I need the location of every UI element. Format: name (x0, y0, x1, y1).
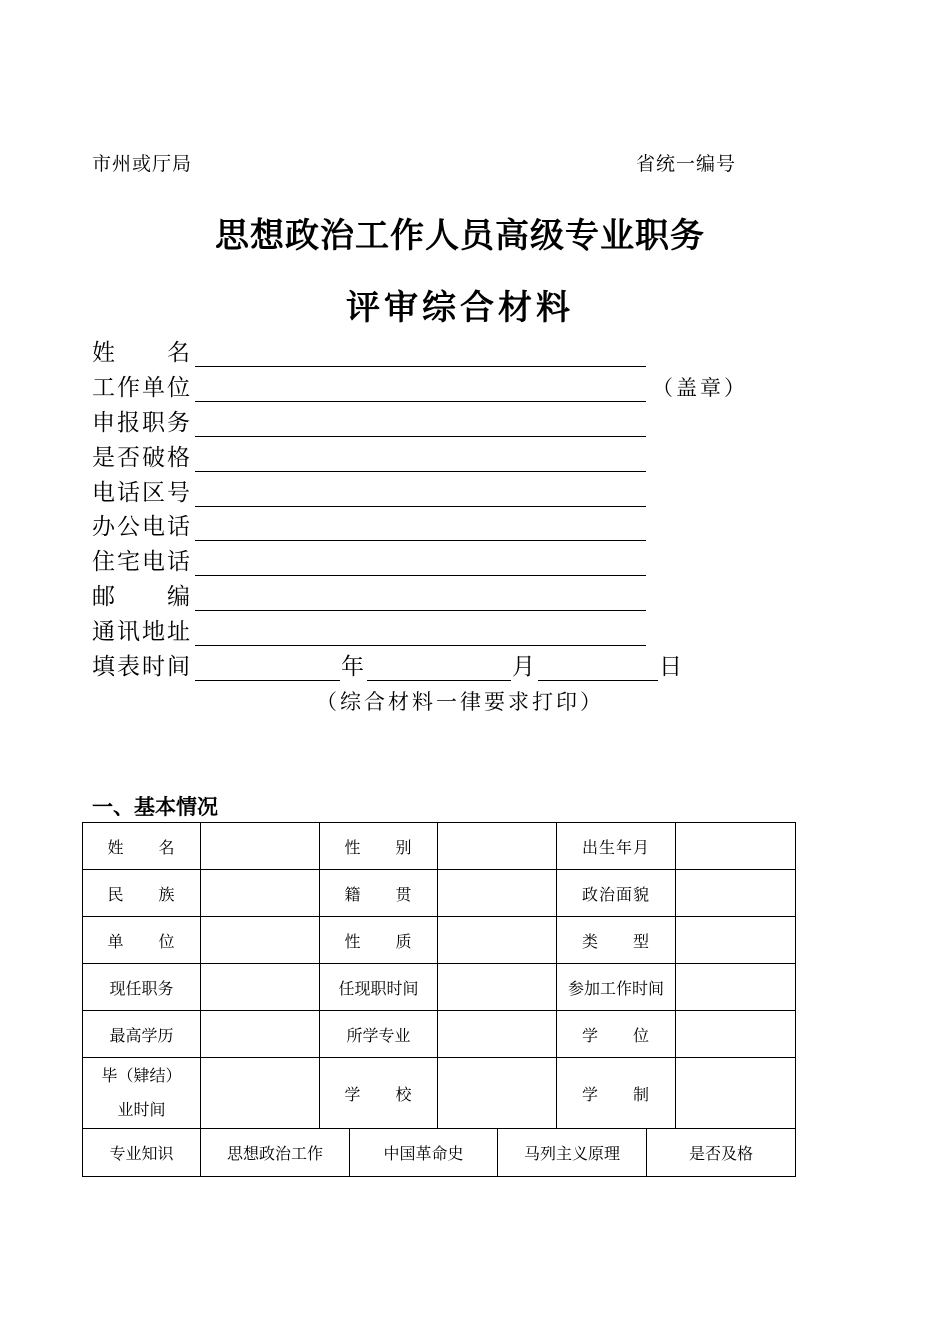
fill-line[interactable] (195, 540, 646, 541)
cell-label: 性 质 (320, 917, 438, 964)
cell-label: 参加工作时间 (557, 964, 676, 1011)
cell-label-line: 毕（肄结） (101, 1066, 182, 1085)
cell-label: 学 校 (320, 1058, 438, 1129)
fill-line[interactable] (195, 471, 646, 472)
cell-label: 籍 贯 (320, 870, 438, 917)
field-label: 电话区号 (92, 480, 192, 506)
cell-label: 姓 名 (83, 823, 201, 870)
fill-line[interactable] (195, 575, 646, 576)
province-number-label: 省统一编号 (636, 153, 737, 175)
cell-value[interactable] (676, 823, 796, 870)
basic-info-table (82, 822, 796, 1129)
cell-value[interactable] (201, 1011, 320, 1058)
cell-label: 民 族 (83, 870, 201, 917)
cell-label: 政治面貌 (557, 870, 676, 917)
cell-label: 类 型 (557, 917, 676, 964)
cell-label-graduation-time (83, 1058, 201, 1129)
fill-line[interactable] (195, 506, 646, 507)
fill-line[interactable] (195, 401, 646, 402)
cell-label: 专业知识 (83, 1128, 201, 1177)
cell-value[interactable] (438, 1058, 557, 1129)
month-label: 月 (512, 654, 535, 680)
field-label: 姓 名 (92, 340, 192, 366)
cell-label: 思想政治工作 (201, 1128, 350, 1177)
cell-label-line: 业时间 (117, 1100, 166, 1119)
cell-label: 是否及格 (647, 1128, 796, 1177)
year-fill-line[interactable] (195, 680, 340, 681)
knowledge-table (82, 1128, 796, 1177)
year-label: 年 (341, 654, 364, 680)
cell-value[interactable] (438, 1011, 557, 1058)
month-fill-line[interactable] (367, 680, 511, 681)
print-note: （综合材料一律要求打印） (316, 690, 604, 714)
cell-value[interactable] (201, 823, 320, 870)
fill-line[interactable] (195, 436, 646, 437)
cell-label: 中国革命史 (350, 1128, 498, 1177)
cell-value[interactable] (201, 917, 320, 964)
cell-label: 出生年月 (557, 823, 676, 870)
fill-line[interactable] (195, 645, 646, 646)
cell-value[interactable] (438, 870, 557, 917)
field-label: 是否破格 (92, 445, 192, 471)
day-label: 日 (659, 654, 682, 680)
table-row (83, 823, 796, 870)
cell-value[interactable] (201, 964, 320, 1011)
section-title: 一、基本情况 (92, 795, 218, 819)
cell-label: 学 位 (557, 1011, 676, 1058)
cell-label: 单 位 (83, 917, 201, 964)
document-title: 思想政治工作人员高级专业职务 (215, 216, 705, 256)
cell-label: 马列主义原理 (498, 1128, 647, 1177)
fill-line[interactable] (195, 366, 646, 367)
field-label: 办公电话 (92, 514, 192, 540)
cell-value[interactable] (676, 1058, 796, 1129)
cell-value[interactable] (676, 870, 796, 917)
region-label: 市州或厅局 (92, 153, 193, 175)
field-label: 申报职务 (92, 410, 192, 436)
table-row (83, 1011, 796, 1058)
cell-label: 学 制 (557, 1058, 676, 1129)
form-field-date (92, 650, 692, 684)
cell-value[interactable] (438, 917, 557, 964)
field-label: 填表时间 (92, 654, 192, 680)
field-label: 邮 编 (92, 584, 192, 610)
fill-line[interactable] (195, 610, 646, 611)
document-subtitle: 评审综合材料 (346, 288, 574, 328)
cell-value[interactable] (201, 1058, 320, 1129)
cell-value[interactable] (201, 870, 320, 917)
field-label: 工作单位 (92, 375, 192, 401)
cell-value[interactable] (438, 964, 557, 1011)
table-row (83, 1128, 796, 1177)
day-fill-line[interactable] (538, 680, 658, 681)
cell-value[interactable] (676, 917, 796, 964)
cell-value[interactable] (438, 823, 557, 870)
table-row (83, 917, 796, 964)
cell-value[interactable] (676, 964, 796, 1011)
cell-label: 现任职务 (83, 964, 201, 1011)
cell-label: 所学专业 (320, 1011, 438, 1058)
cell-label: 最高学历 (83, 1011, 201, 1058)
cell-label: 任现职时间 (320, 964, 438, 1011)
cell-label: 性 别 (320, 823, 438, 870)
table-row (83, 870, 796, 917)
field-label: 住宅电话 (92, 549, 192, 575)
field-label: 通讯地址 (92, 619, 192, 645)
seal-note: （盖章） (652, 376, 748, 400)
table-row (83, 964, 796, 1011)
cell-value[interactable] (676, 1011, 796, 1058)
table-row (83, 1058, 796, 1129)
